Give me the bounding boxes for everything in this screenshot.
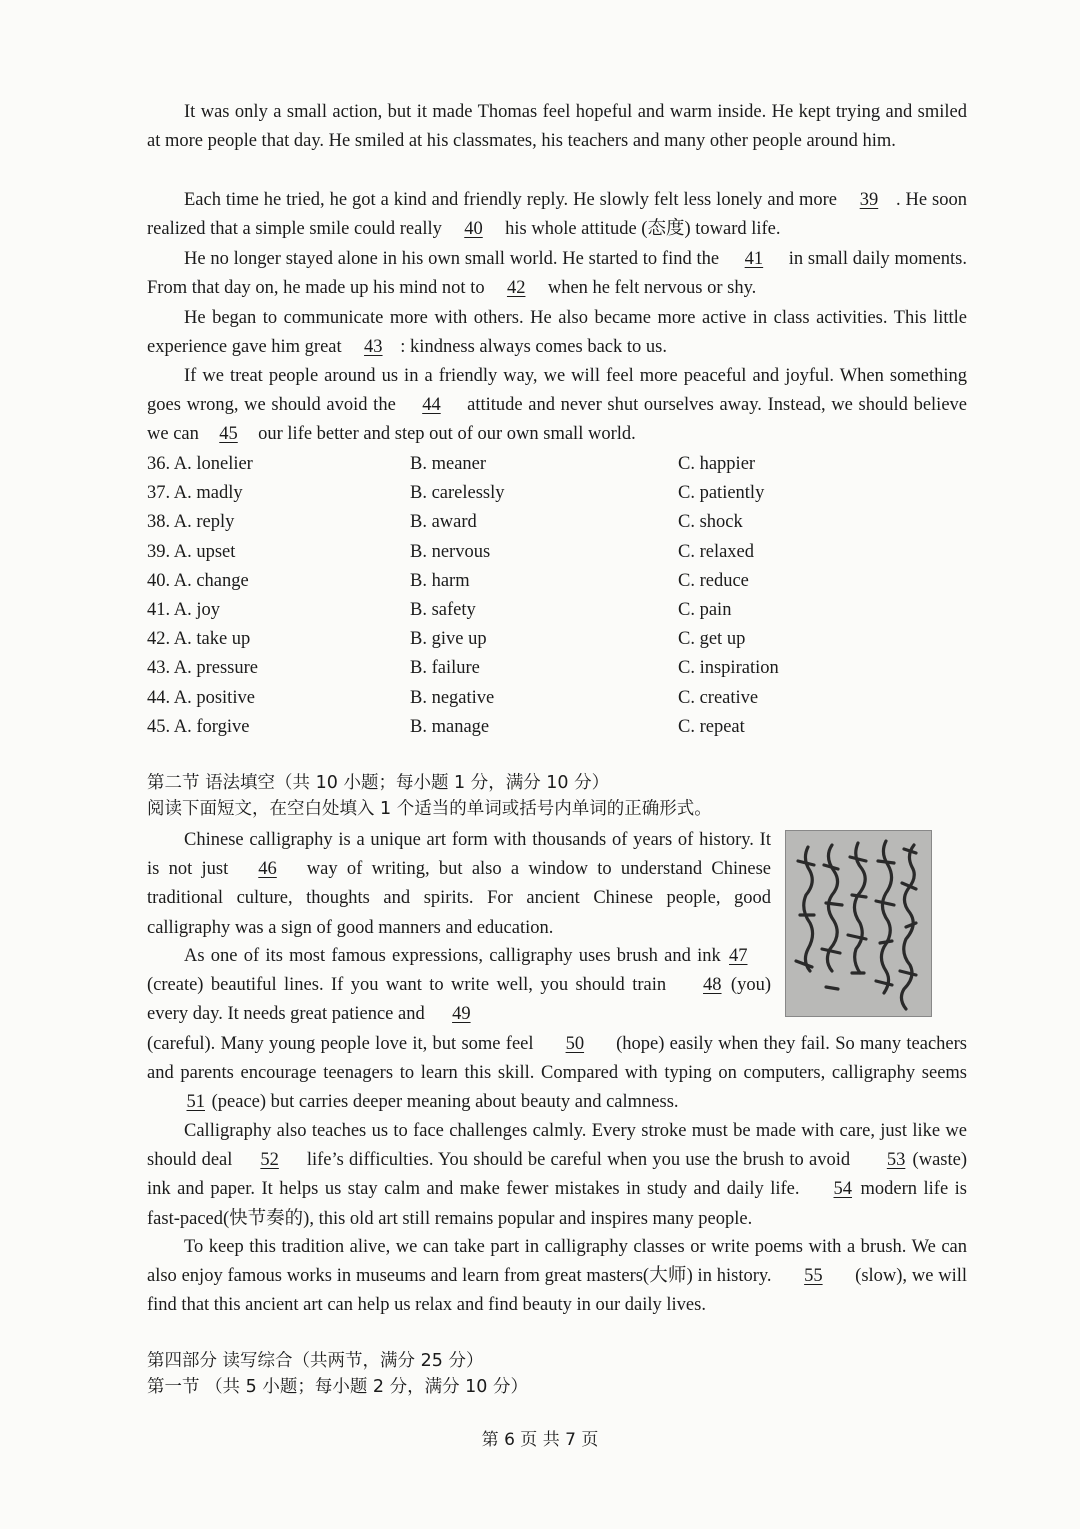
blank-51: 51: [186, 1092, 205, 1113]
option-row: [147, 508, 967, 537]
option-c: C. happier: [678, 454, 756, 474]
part-4-title: 第四部分 读写综合（共两节，满分 25 分）: [147, 1351, 484, 1371]
cloze-paragraph-5: If we treat people around us in a friendly way, we will feel more peaceful and joyful. When something goes wrong, we should avoid the 44 attitude and never shut ourselves away. Instead, we should believe we can 45 our life better and step out of our own small world.: [147, 362, 967, 450]
option-c: C. get up: [678, 629, 746, 650]
option-a: 37. A. madly: [147, 483, 243, 504]
option-b: B. nervous: [410, 541, 491, 562]
option-row: [147, 654, 967, 683]
blank-55: 55: [804, 1266, 823, 1287]
option-a: 36. A. lonelier: [147, 454, 253, 474]
answer-options: [147, 450, 967, 742]
option-a: 43. A. pressure: [147, 658, 258, 679]
option-c: C. inspiration: [678, 658, 779, 679]
blank-40: 40: [464, 219, 483, 240]
option-row: [147, 596, 967, 625]
part-4-subsection: 第一节 （共 5 小题；每小题 2 分，满分 10 分）: [147, 1377, 528, 1397]
grammar-paragraph-2: As one of its most famous expressions, calligraphy uses brush and ink 47 (create) beautiful lines. If you want to write well, you should train 48 (you) every day. It needs great patience and 49 (careful). Many young people love it, but some feel 50 (hope) easily when they fail. So many teachers and parents encourage teenagers to learn this skill. Compared with typing on computers, calligraphy seems 51 (peace) but carries deeper meaning about beauty and calmness.: [147, 942, 967, 1117]
blank-42: 42: [506, 278, 526, 299]
option-b: B. meaner: [410, 454, 487, 474]
blank-39: 39: [859, 190, 879, 210]
blank-49: 49: [452, 1004, 471, 1025]
option-b: B. give up: [410, 629, 487, 650]
option-row: [147, 450, 967, 479]
blank-54: 54: [833, 1179, 853, 1200]
blank-53: 53: [886, 1150, 906, 1171]
option-b: B. negative: [410, 687, 495, 708]
option-c: C. relaxed: [678, 541, 755, 562]
option-c: C. patiently: [678, 483, 765, 504]
cloze-paragraph-3: He no longer stayed alone in his own small world. He started to find the 41 in small daily moments. From that day on, he made up his mind not to 42 when he felt nervous or shy.: [147, 245, 967, 303]
option-b: B. award: [410, 512, 477, 533]
blank-41: 41: [744, 249, 764, 269]
option-a: 39. A. upset: [147, 541, 236, 562]
option-row: [147, 479, 967, 508]
blank-44: 44: [422, 395, 441, 416]
option-b: B. manage: [410, 716, 490, 737]
section-2-instruction: 阅读下面短文，在空白处填入 1 个适当的单词或括号内单词的正确形式。: [147, 799, 712, 819]
option-b: B. harm: [410, 570, 470, 591]
grammar-paragraph-1: Chinese calligraphy is a unique art form with thousands of years of history. It is not just 46 way of writing, but also a window to understand Chinese traditional culture, thoughts and spirits. For ancient Chinese people, good calligraphy was a sign of good manners and education.: [147, 830, 771, 938]
page-number: 第 6 页 共 7 页: [481, 1430, 599, 1450]
grammar-paragraph-3: Calligraphy also teaches us to face challenges calmly. Every stroke must be made with care, just like we should deal 52 life’s difficulties. You should be careful when you use the brush to avoid 53 (waste) ink and paper. It helps us stay calm and make fewer mistakes in study and daily life. 54 modern life is fast-paced(快节奏的), this old art still remains popular and inspires many people.: [147, 1121, 967, 1229]
option-a: 42. A. take up: [147, 629, 251, 650]
cloze-paragraph-4: He began to communicate more with others. He also became more active in class activities. This little experience gave him great 43 : kindness always comes back to us.: [147, 304, 967, 362]
option-c: C. repeat: [678, 716, 745, 737]
blank-47: 47: [729, 946, 748, 966]
option-c: C. reduce: [678, 570, 749, 591]
option-a: 45. A. forgive: [147, 716, 250, 737]
grammar-paragraph-4: To keep this tradition alive, we can take part in calligraphy classes or write poems with a brush. We can also enjoy famous works in museums and learn from great masters(大师) in history. 55 (slow), we will find that this ancient art can help us relax and find beauty in our daily lives.: [147, 1237, 967, 1316]
option-b: B. failure: [410, 658, 480, 679]
blank-43: 43: [364, 337, 383, 358]
option-a: 41. A. joy: [147, 599, 220, 620]
option-row: [147, 684, 967, 713]
option-row: [147, 625, 967, 654]
section-2-title: 第二节 语法填空（共 10 小题；每小题 1 分，满分 10 分）: [147, 773, 610, 793]
option-c: C. creative: [678, 687, 759, 708]
blank-45: 45: [219, 424, 238, 445]
option-row: [147, 567, 967, 596]
option-a: 38. A. reply: [147, 512, 235, 533]
blank-50: 50: [565, 1033, 585, 1054]
blank-52: 52: [260, 1150, 279, 1171]
option-b: B. carelessly: [410, 483, 505, 504]
option-a: 44. A. positive: [147, 687, 255, 708]
option-row: [147, 538, 967, 567]
blank-48: 48: [703, 975, 722, 996]
cloze-paragraph-1: It was only a small action, but it made Thomas feel hopeful and warm inside. He kept trying and smiled at more people that day. He smiled at his classmates, his teachers and many other people around him.: [147, 102, 967, 152]
blank-46: 46: [258, 859, 277, 880]
cloze-paragraph-2: Each time he tried, he got a kind and friendly reply. He slowly felt less lonely and more 39 . He soon realized that a simple smile could really 40 his whole attitude (态度) toward life.: [147, 186, 967, 244]
option-row: [147, 713, 967, 742]
option-c: C. pain: [678, 599, 732, 620]
option-a: 40. A. change: [147, 570, 249, 591]
option-c: C. shock: [678, 512, 743, 533]
option-b: B. safety: [410, 599, 476, 620]
